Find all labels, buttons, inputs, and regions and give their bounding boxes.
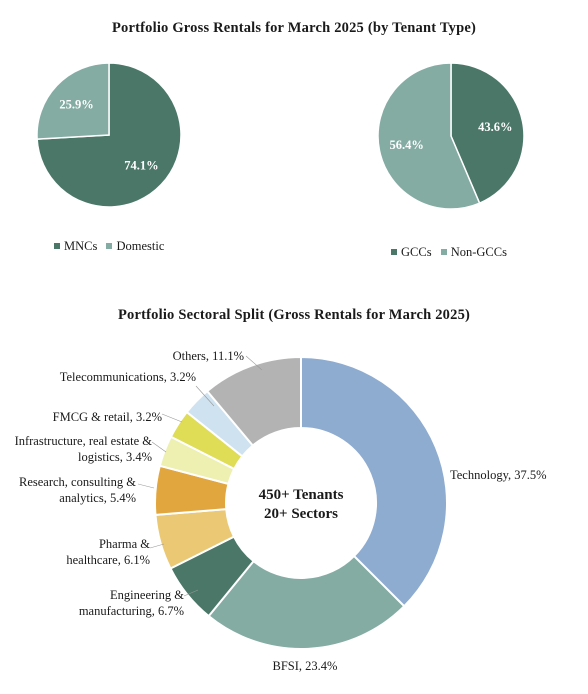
- donut-center-tenants: 450+ Tenants: [258, 487, 344, 503]
- callout-engineering-manufacturing: Engineering & manufacturing, 6.7%: [78, 588, 184, 618]
- legend-item-mncs: [54, 239, 97, 253]
- legend-item-gccs: [391, 245, 432, 259]
- legend-label-domestic: Domestic: [116, 239, 165, 253]
- donut-slice-technology-37-5: [301, 357, 447, 606]
- callout-telecommunications: Telecommunications, 3.2%: [59, 370, 196, 384]
- callout-bfsi: BFSI, 23.4%: [272, 659, 338, 673]
- legend-swatch-domestic: [106, 243, 112, 249]
- legend-item-domestic: [106, 239, 164, 253]
- mnc-domestic-legend: [54, 239, 170, 254]
- callout-infrastructure: Infrastructure, real estate & logistics, 3.4%: [14, 434, 152, 464]
- legend-label-mncs: MNCs: [64, 239, 98, 253]
- leader-line-research-consulting: [138, 484, 154, 488]
- leader-line-fmcg-retail: [162, 414, 182, 422]
- pie-label-mncs: 74.1%: [124, 158, 159, 173]
- donut-center-sectors: 20+ Sectors: [264, 506, 338, 522]
- legend-item-non-gccs: [441, 245, 507, 259]
- gcc-legend: [391, 245, 513, 260]
- legend-swatch-mncs: [54, 243, 60, 249]
- pie-label-domestic: 25.9%: [59, 97, 94, 112]
- callout-fmcg-retail: FMCG & retail, 3.2%: [52, 410, 162, 424]
- legend-label-gccs: GCCs: [401, 245, 432, 259]
- callout-technology: Technology, 37.5%: [450, 468, 547, 482]
- sectoral-split-chart-title: Portfolio Sectoral Split (Gross Rentals for March 2025): [117, 307, 471, 323]
- pie-label-gccs: 43.6%: [478, 119, 513, 134]
- callout-pharma-healthcare: Pharma & healthcare, 6.1%: [66, 537, 150, 567]
- legend-swatch-non-gccs: [441, 249, 447, 255]
- legend-label-non-gccs: Non-GCCs: [450, 245, 507, 259]
- legend-swatch-gccs: [391, 249, 397, 255]
- leader-line-infrastructure: [152, 442, 166, 452]
- callout-research-consulting: Research, consulting & analytics, 5.4%: [19, 475, 136, 505]
- pie-label-non-gccs: 56.4%: [389, 138, 424, 153]
- callout-others: Others, 11.1%: [172, 349, 244, 363]
- tenant-type-chart-title: Portfolio Gross Rentals for March 2025 (by Tenant Type): [111, 20, 477, 36]
